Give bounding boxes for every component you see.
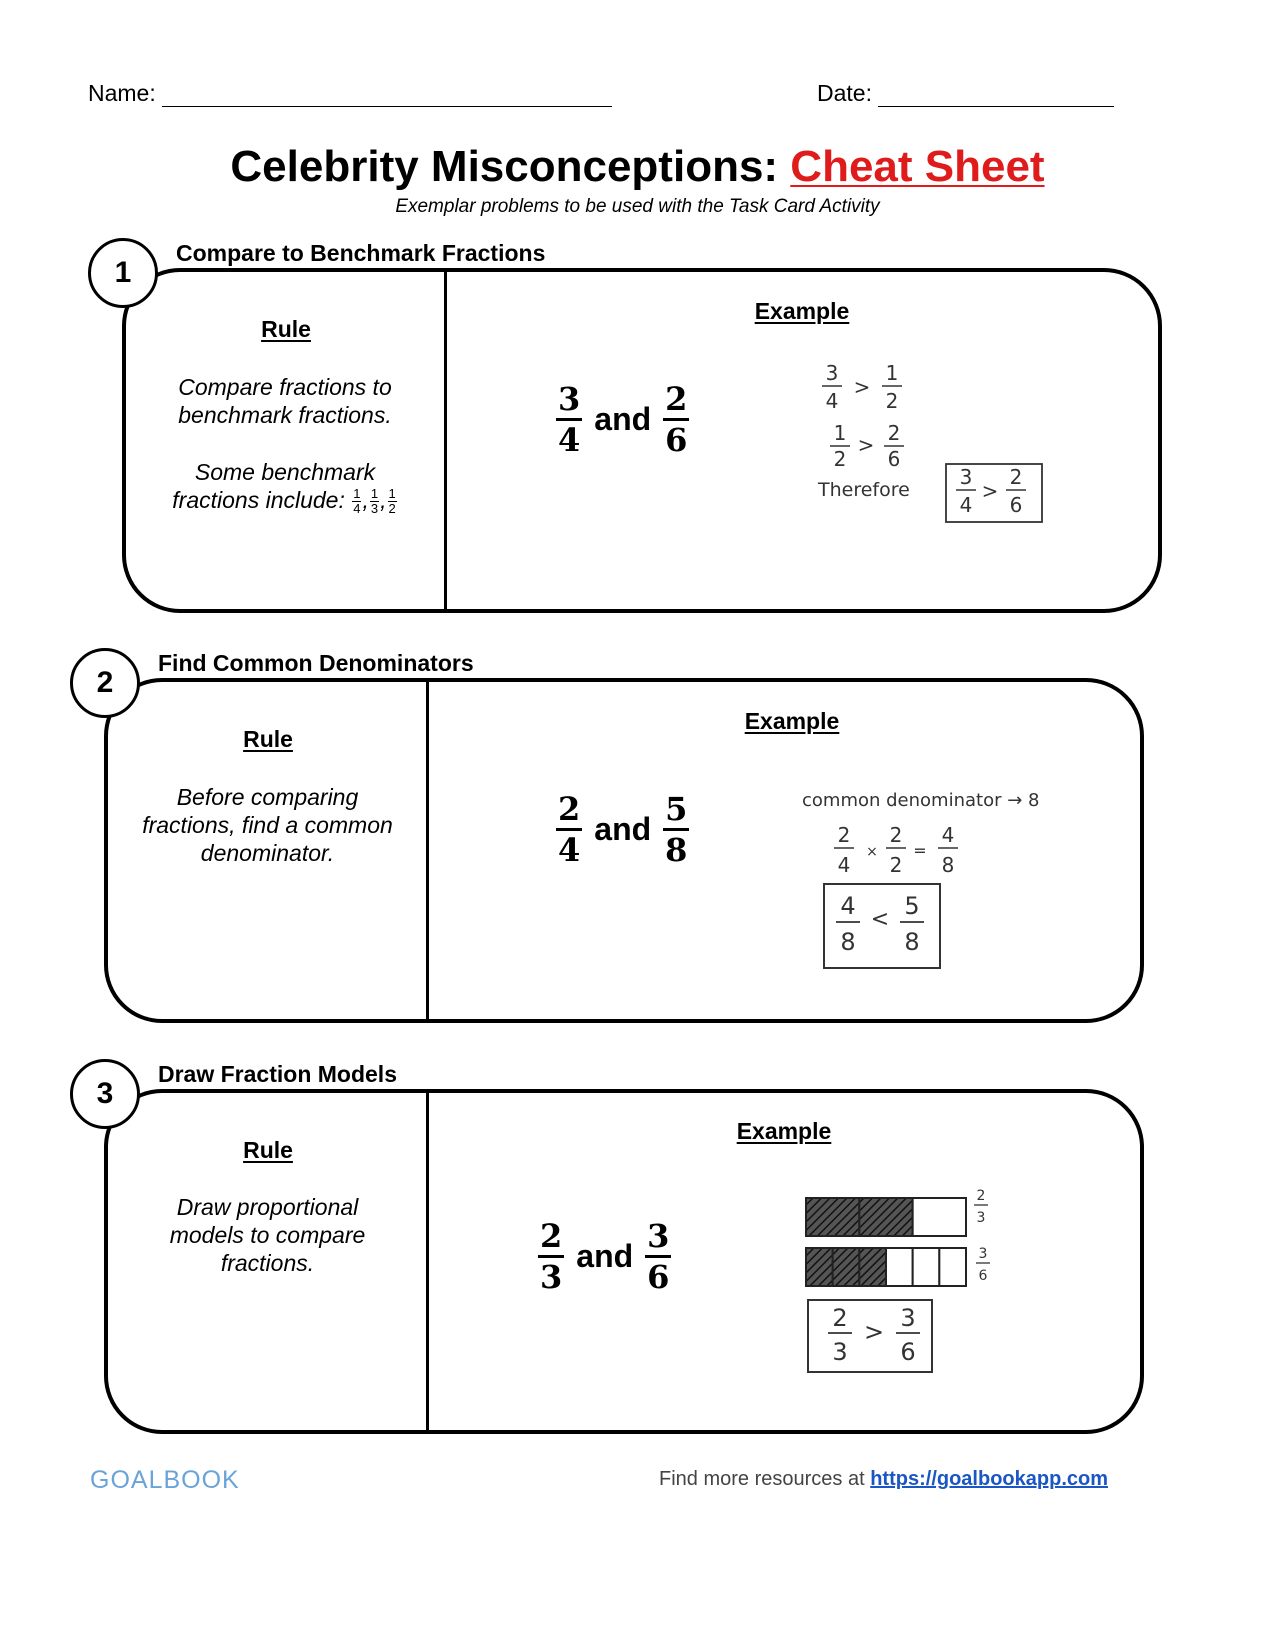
svg-text:2: 2 [833,447,847,471]
section-2-number: 2 [70,648,140,718]
svg-text:3: 3 [832,1338,848,1366]
shaded-part [859,1198,912,1236]
section-2-handwritten-work [796,780,1086,980]
section-3-handwritten-work [796,1180,1016,1385]
section-1-title: Compare to Benchmark Fractions [176,240,546,266]
svg-text:Therefore: Therefore [818,479,910,501]
section-3-rule-heading: Rule [243,1137,293,1163]
svg-text:4: 4 [840,892,856,920]
svg-text:3: 3 [900,1304,916,1332]
section-1-fraction-a: $\frac{3}{4}$ [558,380,581,459]
footer-label: Find more resources at [659,1468,871,1490]
fraction-model-thirds [806,1198,966,1236]
section-3-connector: and [576,1238,634,1274]
section-3-example-heading: Example [736,1118,832,1144]
section-2-fraction-b: $\frac{5}{8}$ [665,790,688,869]
svg-text:>: > [857,433,875,457]
svg-text:>: > [853,375,871,399]
svg-text:2: 2 [889,823,903,847]
svg-text:4: 4 [941,823,955,847]
svg-text:8: 8 [904,928,920,956]
name-field[interactable] [88,80,612,107]
title-highlight: Cheat Sheet [790,142,1045,191]
svg-text:=: = [913,841,927,860]
svg-text:2: 2 [832,1304,848,1332]
date-field[interactable] [817,80,1114,107]
svg-text:2: 2 [887,421,901,445]
name-blank-line[interactable] [162,84,612,107]
section-3-divider [426,1093,429,1430]
section-1-example-heading: Example [754,298,850,324]
section-2-fraction-pair [548,792,697,867]
svg-text:2: 2 [885,389,899,413]
svg-text:2: 2 [889,853,903,877]
svg-text:6: 6 [978,1268,988,1284]
date-label: Date: [817,80,872,106]
unshaded-part [913,1248,940,1286]
section-3-rule-text: Draw proportional models to compare fractions. [169,1194,366,1276]
svg-text:3: 3 [825,361,839,385]
benchmark-fraction-quarter: $\frac{1}{4}$ [353,486,361,517]
section-2-connector: and [594,811,652,847]
svg-text:5: 5 [904,892,920,920]
section-1-fraction-pair [548,382,697,457]
section-3-title: Draw Fraction Models [158,1061,397,1087]
section-1-rule-text: Compare fractions to benchmark fractions. [178,374,392,428]
section-1-number: 1 [88,238,158,308]
svg-text:2: 2 [976,1188,986,1204]
svg-text:1: 1 [833,421,847,445]
section-3-fraction-b: $\frac{3}{6}$ [647,1217,670,1296]
section-1-fraction-b: $\frac{2}{6}$ [665,380,688,459]
section-2-fraction-a: $\frac{2}{4}$ [558,790,581,869]
section-3-number: 3 [70,1059,140,1129]
svg-text:1: 1 [885,361,899,385]
svg-text:4: 4 [959,493,973,517]
benchmark-fraction-half: $\frac{1}{2}$ [388,486,396,517]
section-2-example-heading: Example [744,708,840,734]
svg-text:>: > [863,1318,885,1346]
svg-text:<: < [870,907,890,932]
section-1-rule-text-2: Some benchmark fractions include: $\frac{1}{4}$ , $\frac{1}{3}$ , $\frac{1}{2}$ [172,459,396,517]
section-3-fraction-a: $\frac{2}{3}$ [540,1217,563,1296]
svg-text:3: 3 [959,465,973,489]
unshaded-part [939,1248,966,1286]
section-1-connector: and [594,401,652,437]
section-3-fraction-pair [530,1219,679,1294]
footer-text [659,1468,1108,1491]
section-2-rule-text: Before comparing fractions, find a common denominator. [142,784,393,866]
section-1-divider [444,272,447,609]
name-label: Name: [88,80,156,106]
fraction-model-sixths [806,1248,966,1286]
page-title [0,142,1275,192]
section-2-rule-heading: Rule [243,726,293,752]
unshaded-part [886,1248,913,1286]
section-1-rule-heading: Rule [261,316,311,342]
goalbook-logo: GOALBOOK [90,1466,240,1494]
svg-text:3: 3 [976,1210,986,1226]
svg-text:common denominator → 8: common denominator → 8 [802,790,1040,811]
section-1-benchmark-intro: Some benchmark fractions include: [172,459,376,513]
goalbook-link[interactable]: https://goalbookapp.com [870,1468,1108,1490]
shaded-part [833,1248,860,1286]
svg-text:4: 4 [837,853,851,877]
svg-text:>: > [981,479,999,503]
svg-text:8: 8 [941,853,955,877]
svg-text:×: × [866,844,878,860]
unshaded-part [913,1198,966,1236]
date-blank-line[interactable] [878,84,1114,107]
section-1-handwritten-work [810,360,1060,535]
svg-text:3: 3 [978,1246,988,1262]
svg-text:2: 2 [1009,465,1023,489]
svg-text:6: 6 [900,1338,916,1366]
svg-text:6: 6 [887,447,901,471]
title-main: Celebrity Misconceptions: [230,142,791,191]
shaded-part [806,1198,859,1236]
svg-text:2: 2 [837,823,851,847]
shaded-part [859,1248,886,1286]
svg-text:4: 4 [825,389,839,413]
shaded-part [806,1248,833,1286]
benchmark-fraction-third: $\frac{1}{3}$ [370,486,379,517]
svg-text:8: 8 [840,928,856,956]
section-2-divider [426,682,429,1019]
page-subtitle: Exemplar problems to be used with the Task Card Activity [395,196,880,217]
section-2-title: Find Common Denominators [158,650,474,676]
svg-text:6: 6 [1009,493,1023,517]
